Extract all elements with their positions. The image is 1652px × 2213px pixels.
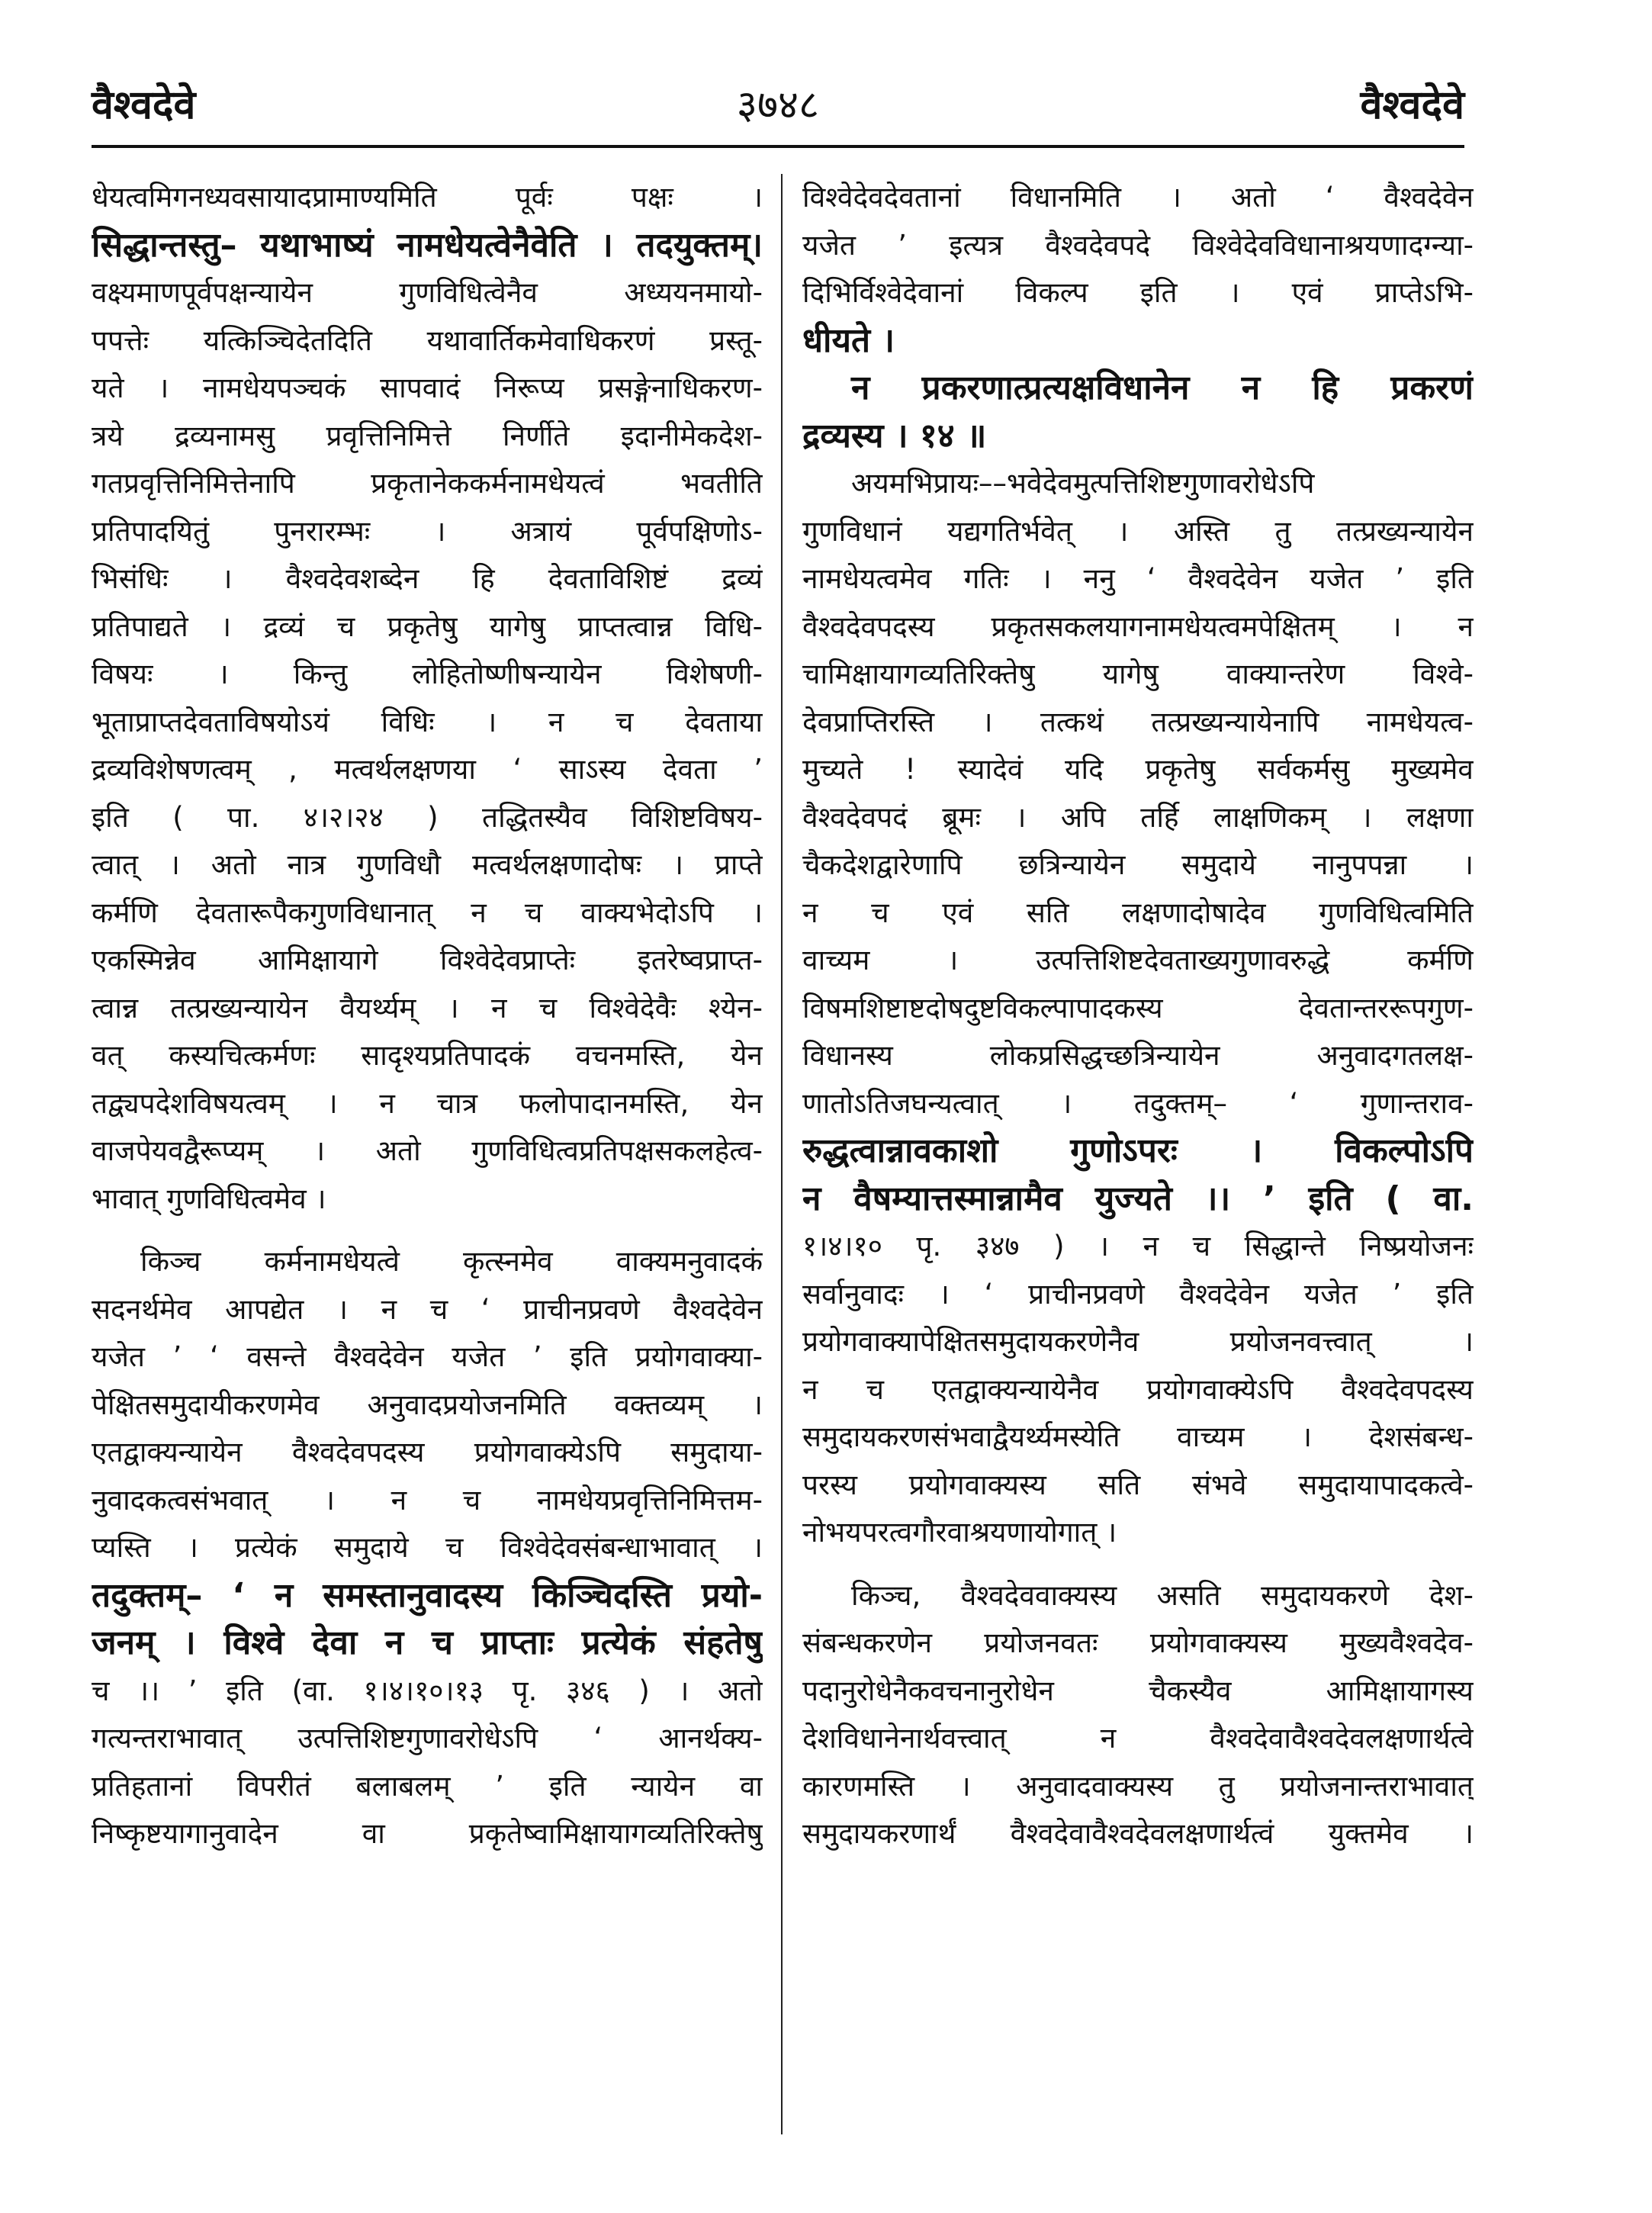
- text-line: पदानुरोधेनैकवचनानुरोधेन चैकस्यैव आमिक्षायागस्य: [802, 1674, 1474, 1707]
- text-line: चामिक्षायागव्यतिरिक्तेषु यागेषु वाक्यान्तरेण विश्वे-: [802, 658, 1474, 690]
- text-line: चैकदेशद्वारेणापि छत्रिन्यायेन समुदाये नानुपपन्ना ।: [802, 848, 1474, 881]
- text-line: नोभयपरत्वगौरवाश्रयणायोगात् ।: [802, 1516, 1117, 1549]
- text-line: वैश्वदेवपदं ब्रूमः । अपि तर्हि लाक्षणिकम् । लक्षणा: [802, 800, 1474, 834]
- paragraph-gap: [802, 1557, 1474, 1572]
- text-line: प्रतिहतानां विपरीतं बलाबलम् ’ इति न्यायेन वा: [92, 1769, 763, 1803]
- page-header: [92, 76, 1464, 148]
- text-line: तदुक्तम्– ‘ न समस्तानुवादस्य किञ्चिदस्ति प्रयो-: [92, 1575, 763, 1615]
- text-line: धेयत्वमिगनध्यवसायादप्रामाण्यमिति पूर्वः पक्षः ।: [92, 181, 763, 214]
- text-line: नामधेयत्वमेव गतिः । ननु ‘ वैश्वदेवेन यजेत ’ इति: [802, 562, 1474, 595]
- text-line: निष्कृष्टयागानुवादेन वा प्रकृतेष्वामिक्षायागव्यतिरिक्तेषु: [92, 1817, 763, 1850]
- text-line: विषयः । किन्तु लोहितोष्णीषन्यायेन विशेषणी-: [92, 658, 763, 690]
- text-line: णातोऽतिजघन्यत्वात् । तदुक्तम्– ‘ गुणान्तराव-: [802, 1086, 1474, 1120]
- text-line: वाजपेयवद्वैरूप्यम् । अतो गुणविधित्वप्रतिपक्षसकलहेत्व-: [92, 1134, 763, 1167]
- text-line: प्रयोगवाक्यापेक्षितसमुदायकरणेनैव प्रयोजनवत्त्वात् ।: [802, 1325, 1474, 1358]
- text-line: न च एतद्वाक्यन्यायेनैव प्रयोगवाक्येऽपि वैश्वदेवपदस्य: [802, 1372, 1474, 1406]
- text-line: यजेत ’ इत्यत्र वैश्वदेवपदे विश्वेदेवविधानाश्रयणादग्न्या-: [802, 228, 1474, 262]
- text-line: सिद्धान्तस्तु– यथाभाष्यं नामधेयत्वेनैवेति । तदयुक्तम्।: [92, 225, 763, 265]
- text-line: च ।। ’ इति (वा. १।४।१०।१३ पृ. ३४६ ) । अतो: [92, 1674, 763, 1707]
- text-line: देवप्राप्तिरस्ति । तत्कथं तत्प्रख्यन्यायेनापि नामधेयत्व-: [802, 705, 1474, 738]
- text-line: किञ्च कर्मनामधेयत्वे कृत्स्नमेव वाक्यमनुवादकं: [140, 1245, 763, 1278]
- text-line: कारणमस्ति । अनुवादवाक्यस्य तु प्रयोजनान्तराभावात्: [802, 1769, 1474, 1803]
- text-line: समुदायकरणसंभवाद्वैयर्थ्यमस्येति वाच्यम । देशसंबन्ध-: [802, 1420, 1474, 1453]
- text-line: यजेत ’ ‘ वसन्ते वैश्वदेवेन यजेत ’ इति प्रयोगवाक्या-: [92, 1340, 763, 1373]
- text-line: भावात् गुणविधित्वमेव ।: [92, 1182, 326, 1215]
- text-line: प्रतिपाद्यते । द्रव्यं च प्रकृतेषु यागेषु प्राप्तत्वान्न विधि-: [92, 610, 763, 643]
- text-line: वक्ष्यमाणपूर्वपक्षन्यायेन गुणविधित्वेनैव अध्ययनमायो-: [92, 276, 763, 309]
- text-line: वत् कस्यचित्कर्मणः सादृश्यप्रतिपादकं वचनमस्ति, येन: [92, 1039, 763, 1072]
- text-line: त्वान्न तत्प्रख्यन्यायेन वैयर्थ्यम् । न च विश्वेदेवैः श्येन-: [92, 991, 763, 1024]
- text-line: इति ( पा. ४।२।२४ ) तद्धितस्यैव विशिष्टविषय-: [92, 800, 763, 834]
- text-line: भिसंधिः । वैश्वदेवशब्देन हि देवताविशिष्टं द्रव्यं: [92, 562, 763, 595]
- text-line: गुणविधानं यद्यगतिर्भवेत् । अस्ति तु तत्प्रख्यन्यायेन: [802, 514, 1474, 548]
- text-line: विश्वेदेवदेवतानां विधानमिति । अतो ‘ वैश्वदेवेन: [802, 181, 1474, 214]
- text-line: प्यस्ति । प्रत्येकं समुदाये च विश्वेदेवसंबन्धाभावात् ।: [92, 1531, 763, 1564]
- text-line: एकस्मिन्नेव आमिक्षायागे विश्वेदेवप्राप्तेः इतरेष्वप्राप्त-: [92, 944, 763, 976]
- text-line: गत्यन्तराभावात् उत्पत्तिशिष्टगुणावरोधेऽपि ‘ आनर्थक्य-: [92, 1722, 763, 1755]
- text-line: त्रये द्रव्यनामसु प्रवृत्तिनिमित्ते निर्णीते इदानीमेकदेश-: [92, 419, 763, 452]
- sutra-line: न प्रकरणात्प्रत्यक्षविधानेन न हि प्रकरणं: [851, 368, 1474, 407]
- text-line: विधानस्य लोकप्रसिद्धच्छत्रिन्यायेन अनुवादगतलक्ष-: [802, 1039, 1474, 1072]
- text-line: न च एवं सति लक्षणादोषादेव गुणविधित्वमिति: [802, 896, 1474, 929]
- text-line: गतप्रवृत्तिनिमित्तेनापि प्रकृतानेककर्मनामधेयत्वं भवतीति: [92, 467, 763, 500]
- text-line: वाच्यम । उत्पत्तिशिष्टदेवताख्यगुणावरुद्धे कर्मणि: [802, 944, 1474, 976]
- text-line: त्वात् । अतो नात्र गुणविधौ मत्वर्थलक्षणादोषः । प्राप्ते: [92, 848, 763, 881]
- text-line: सदनर्थमेव आपद्येत । न च ‘ प्राचीनप्रवणे वैश्वदेवेन: [92, 1292, 763, 1326]
- text-line: देशविधानेनार्थवत्त्वात् न वैश्वदेवावैश्वदेवलक्षणार्थत्वे: [802, 1722, 1474, 1755]
- sutra-line: द्रव्यस्य । १४ ॥: [802, 416, 987, 455]
- text-line: किञ्च, वैश्वदेववाक्यस्य असति समुदायकरणे देश-: [851, 1578, 1474, 1612]
- column-divider: [781, 174, 783, 2134]
- text-line: न वैषम्यात्तस्मान्नामैव युज्यते ।। ’ इति ( वा.: [802, 1179, 1474, 1218]
- text-line: रुद्धत्वान्नावकाशो गुणोऽपरः । विकल्पोऽपि: [802, 1131, 1474, 1170]
- text-line: यते । नामधेयपञ्चकं सापवादं निरूप्य प्रसङ्गेनाधिकरण-: [92, 372, 763, 404]
- text-line: १।४।१० पृ. ३४७ ) । न च सिद्धान्ते निष्प्रयोजनः: [802, 1230, 1474, 1263]
- text-line: एतद्वाक्यन्यायेन वैश्वदेवपदस्य प्रयोगवाक्येऽपि समुदाया-: [92, 1436, 763, 1468]
- text-line: मुच्यते ! स्यादेवं यदि प्रकृतेषु सर्वकर्मसु मुख्यमेव: [802, 753, 1474, 786]
- text-line: वैश्वदेवपदस्य प्रकृतसकलयागनामधेयत्वमपेक्षितम् । न: [802, 610, 1474, 643]
- text-line: दिभिर्विश्वेदेवानां विकल्प इति । एवं प्राप्तेऽभि-: [802, 276, 1474, 309]
- text-line: पेक्षितसमुदायीकरणमेव अनुवादप्रयोजनमिति वक्तव्यम् ।: [92, 1388, 763, 1421]
- text-line: भूताप्राप्तदेवताविषयोऽयं विधिः । न च देवताया: [92, 705, 763, 738]
- text-line: धीयते ।: [802, 320, 895, 360]
- text-line: परस्य प्रयोगवाक्यस्य सति संभवे समुदायापादकत्वे-: [802, 1468, 1474, 1501]
- running-head-right: वैश्वदेवे: [1360, 82, 1464, 128]
- right-column: [802, 174, 1474, 1858]
- text-line: नुवादकत्वसंभवात् । न च नामधेयप्रवृत्तिनिमित्तम-: [92, 1483, 763, 1517]
- text-line: अयमभिप्रायः––भवेदेवमुत्पत्तिशिष्टगुणावरोधेऽपि: [851, 467, 1315, 500]
- text-line: कर्मणि देवतारूपैकगुणविधानात् न च वाक्यभेदोऽपि ।: [92, 896, 763, 929]
- text-line: संबन्धकरणेन प्रयोजनवतः प्रयोगवाक्यस्य मुख्यवैश्वदेव-: [802, 1626, 1474, 1659]
- text-line: समुदायकरणार्थं वैश्वदेवावैश्वदेवलक्षणार्थत्वं युक्तमेव ।: [802, 1817, 1474, 1850]
- left-column: [92, 174, 763, 1858]
- text-line: तद्व्यपदेशविषयत्वम् । न चात्र फलोपादानमस्ति, येन: [92, 1086, 763, 1120]
- text-line: पपत्तेः यत्किञ्चिदेतदिति यथावार्तिकमेवाधिकरणं प्रस्तू-: [92, 323, 763, 357]
- text-line: द्रव्यविशेषणत्वम् , मत्वर्थलक्षणया ‘ साऽस्य देवता ’: [92, 753, 763, 786]
- text-line: विषमशिष्टाष्टदोषदुष्टविकल्पापादकस्य देवतान्तररूपगुण-: [802, 991, 1474, 1024]
- text-line: सर्वानुवादः । ‘ प्राचीनप्रवणे वैश्वदेवेन यजेत ’ इति: [802, 1277, 1474, 1311]
- paragraph-gap: [92, 1223, 763, 1238]
- text-line: जनम् । विश्वे देवा न च प्राप्ताः प्रत्येकं संहतेषु: [92, 1623, 763, 1662]
- running-head-left: वैश्वदेवे: [92, 82, 196, 128]
- text-line: प्रतिपादयितुं पुनरारम्भः । अत्रायं पूर्वपक्षिणोऽ-: [92, 514, 763, 548]
- page-number: ३७४८: [736, 82, 820, 128]
